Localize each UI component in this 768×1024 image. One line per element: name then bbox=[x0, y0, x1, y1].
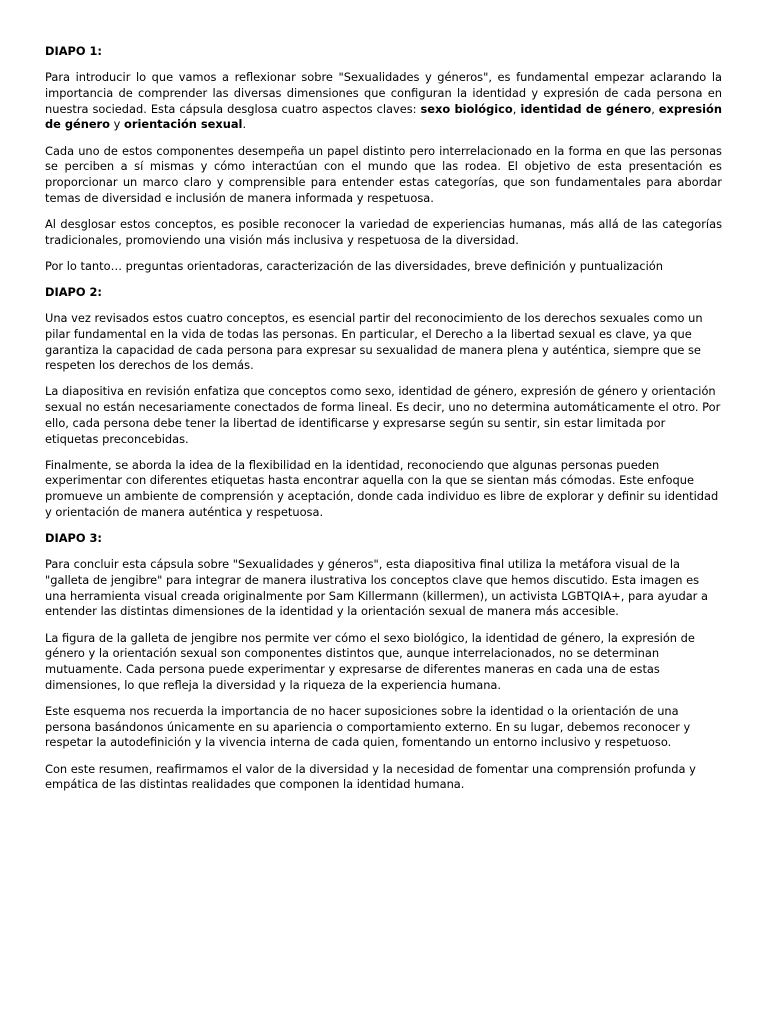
paragraph: Una vez revisados estos cuatro conceptos, es esencial partir del reconocimiento de los derechos sexuales como un pilar fundamental en la vida de todas las personas. En particular, el Derecho a la libertad sexual es clave, ya que garantiza la capacidad de cada persona para expresar su sexualidad de manera plena y auténtica, siempre que se respeten los derechos de los demás. bbox=[45, 311, 703, 373]
term-expresion-de-genero: expresión de género bbox=[45, 101, 722, 132]
term-orientacion-sexual: orientación sexual bbox=[124, 117, 243, 132]
paragraph: Cada uno de estos componentes desempeña un papel distinto pero interrelacionado en la forma en que las personas se perciben a sí mismas y cómo interactúan con el mundo que las rodea. El objetivo de esta presentación es proporcionar un marco claro y comprensible para entender estas categorías, que son fundamentales para abordar temas de diversidad e inclusión de manera informada y respetuosa. bbox=[45, 143, 722, 205]
paragraph: Por lo tanto… preguntas orientadoras, caracterización de las diversidades, breve definición y puntualización bbox=[45, 258, 663, 273]
end-text: . bbox=[242, 117, 247, 132]
paragraph: Con este resumen, reafirmamos el valor de la diversidad y la necesidad de fomentar una comprensión profunda y empática de las distintas realidades que componen la identidad humana. bbox=[45, 761, 696, 792]
separator-text: , bbox=[651, 101, 659, 116]
section-diapo-2 bbox=[45, 285, 722, 521]
section-diapo-3 bbox=[45, 531, 722, 793]
paragraph bbox=[45, 70, 722, 133]
separator-text: , bbox=[512, 101, 521, 116]
section-heading: DIAPO 2: bbox=[45, 284, 102, 299]
term-identidad-de-genero: identidad de género bbox=[520, 101, 652, 116]
paragraph: Al desglosar estos conceptos, es posible reconocer la variedad de experiencias humanas, más allá de las categorías tradicionales, promoviendo una visión más inclusiva y respetuosa de la diversidad. bbox=[45, 216, 722, 247]
paragraph: Para concluir esta cápsula sobre "Sexualidades y géneros", esta diapositiva final utiliza la metáfora visual de la "galleta de jengibre" para integrar de manera ilustrativa los conceptos clave que hemos discutido. Esta imagen es una herramienta visual creada originalmente por Sam Killermann (killermen), un activista LGBTQIA+, para ayudar a entender las distintas dimensiones de la identidad y la orientación sexual de manera más accesible. bbox=[45, 557, 708, 619]
paragraph: La diapositiva en revisión enfatiza que conceptos como sexo, identidad de género, expresión de género y orientación sexual no están necesariamente conectados de forma lineal. Es decir, uno no determina automáticamente el otro. Por ello, cada persona debe tener la libertad de identificarse y expresarse según su sentir, sin estar limitada por etiquetas preconcebidas. bbox=[45, 384, 721, 446]
paragraph-text: Para introducir lo que vamos a reflexionar sobre "Sexualidades y géneros", es fundamental empezar aclarando la importancia de comprender las diversas dimensiones que configuran la identidad y expresión de cada persona en nuestra sociedad. Esta cápsula desglosa cuatro aspectos claves: bbox=[45, 70, 722, 116]
separator-text: y bbox=[110, 117, 124, 132]
term-sexo-biologico: sexo biológico bbox=[420, 101, 513, 116]
paragraph: Finalmente, se aborda la idea de la flexibilidad en la identidad, reconociendo que algunas personas pueden experimentar con diferentes etiquetas hasta encontrar aquella con la que se sientan más cómodas. Este enfoque promueve un ambiente de comprensión y aceptación, donde cada individuo es libre de explorar y definir su identidad y orientación de manera auténtica y respetuosa. bbox=[45, 457, 719, 519]
section-heading: DIAPO 3: bbox=[45, 531, 102, 546]
section-diapo-1 bbox=[45, 44, 722, 274]
paragraph: Este esquema nos recuerda la importancia de no hacer suposiciones sobre la identidad o la orientación de una persona basándonos únicamente en su apariencia o comportamiento externo. En su lugar, debemos reconocer y respetar la autodefinición y la vivencia interna de cada quien, fomentando un entorno inclusivo y respetuoso. bbox=[45, 703, 691, 750]
section-heading: DIAPO 1: bbox=[45, 44, 102, 58]
paragraph: La figura de la galleta de jengibre nos permite ver cómo el sexo biológico, la identidad de género, la expresión de género y la orientación sexual son componentes distintos que, aunque interrelacionados, no se determinan mutuamente. Cada persona puede experimentar y expresarse de diferentes maneras en cada una de estas dimensiones, lo que refleja la diversidad y la riqueza de la experiencia humana. bbox=[45, 630, 695, 692]
